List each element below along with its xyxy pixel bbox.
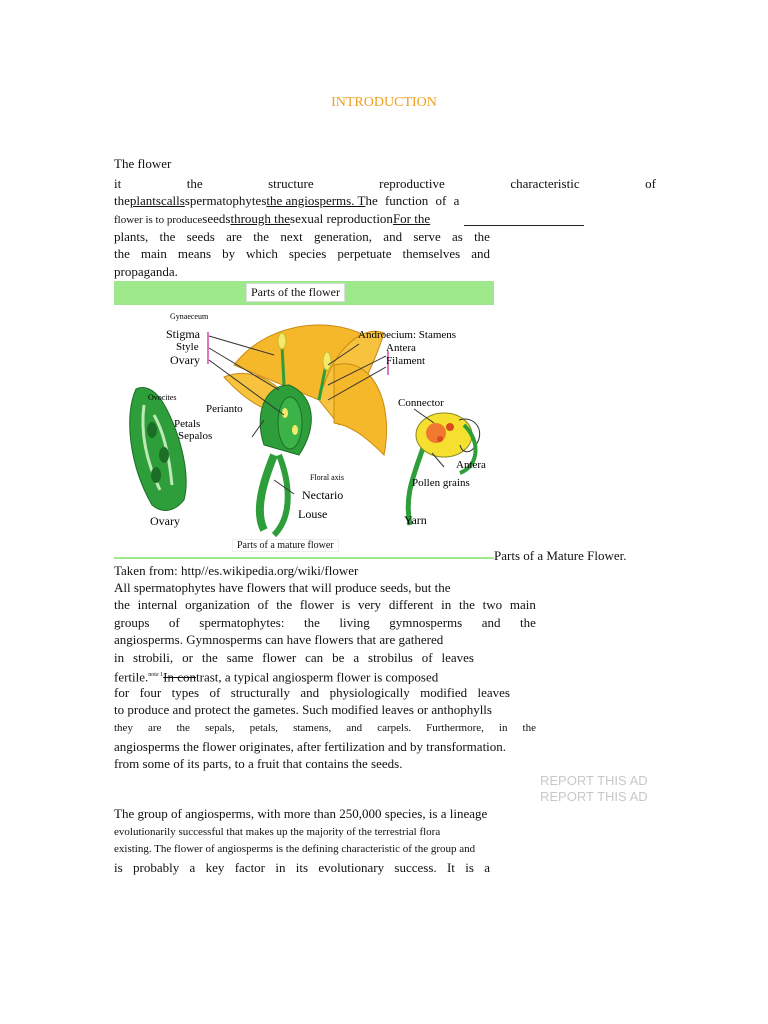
intro-text: he function of a [365, 193, 460, 208]
report-ad-link[interactable]: REPORT THIS AD [540, 773, 648, 788]
label-ovary-bottom: Ovary [150, 514, 180, 528]
para2-word: the [304, 615, 320, 630]
label-ovocites: Ovocites [148, 393, 177, 402]
intro-link: calls [160, 193, 185, 208]
para2-line: from some of its parts, to a fruit that contains the seeds. [114, 756, 403, 771]
para2-word: and [346, 722, 363, 734]
intro-word: seeds [186, 229, 215, 244]
flower-figure [114, 281, 494, 559]
para2-word: spermatophytes: [199, 615, 285, 630]
para2-word: they [114, 722, 133, 734]
para3-word: a [484, 860, 490, 875]
para2-word: flower [299, 597, 334, 612]
para2-word: sepals, [204, 722, 235, 734]
para2-word: be [332, 650, 345, 665]
intro-link: through [230, 211, 271, 226]
para2-word: of [257, 597, 269, 612]
para2-word: very [357, 597, 382, 612]
para2-word: the [176, 722, 190, 734]
intro-word: the [114, 246, 130, 261]
para3-word: a [189, 860, 196, 875]
para2-word: different [388, 597, 434, 612]
intro-word: it [114, 176, 122, 191]
para3-word: in [275, 860, 286, 875]
intro-word: the [253, 229, 270, 244]
intro-word: species [288, 246, 327, 261]
para2-word: Furthermore, [426, 722, 484, 734]
para3-word: evolutionary [318, 860, 385, 875]
para3-word: is [114, 860, 123, 875]
para2-word: the [201, 650, 218, 665]
intro-word: plants, [114, 229, 149, 244]
para2-word: main [509, 597, 536, 612]
ovary-section-drawing [130, 388, 186, 511]
intro-word: perpetuate [337, 246, 392, 261]
intro-word: the [474, 229, 490, 244]
para2-word: or [182, 650, 193, 665]
intro-word: themselves [402, 246, 461, 261]
label-pollen-grains: Pollen grains [412, 477, 470, 489]
para2-word: and [300, 685, 320, 700]
para2-line [114, 685, 510, 701]
underline-rule [464, 225, 584, 226]
para2-word: of [421, 650, 433, 665]
para2-line: angiosperms. Gymnosperms can have flowers that are gathered [114, 632, 444, 647]
intro-word: structure [268, 176, 314, 191]
label-style: Style [176, 341, 199, 353]
para2-word: is [341, 597, 351, 612]
para3-word: is [465, 860, 474, 875]
footnote-marker[interactable]: note 1 [148, 672, 164, 678]
para2-word: carpels. [377, 722, 412, 734]
para2-word: structurally [230, 685, 290, 700]
para2-line [114, 720, 536, 736]
intro-word: and [471, 246, 490, 261]
intro-line-2 [114, 193, 459, 209]
figure-caption: Parts of a Mature Flower. [494, 548, 627, 563]
para2-word: organization [185, 597, 250, 612]
para2-line [114, 650, 474, 666]
para3-line: existing. The flower of angiosperms is the defining characteristic of the group and [114, 843, 476, 855]
label-antera: Antera [386, 342, 416, 354]
intro-line-1 [114, 176, 656, 192]
para2-line: All spermatophytes have flowers that will produce seeds, but the [114, 580, 451, 595]
para3-word: success. [394, 860, 437, 875]
para2-word: the [522, 722, 536, 734]
para2-word: are [147, 722, 162, 734]
intro-word: the [186, 176, 203, 191]
source-citation: Taken from: http//es.wikipedia.org/wiki/flower [114, 563, 359, 578]
para2-word: for [114, 685, 130, 700]
intro-word: of [645, 176, 656, 191]
para2-word: in [498, 722, 508, 734]
para2-word: flower [262, 650, 297, 665]
label-louse: Louse [298, 507, 328, 521]
label-sepalos: Sepalos [178, 430, 213, 442]
para2-word: in [441, 597, 452, 612]
para2-word: petals, [249, 722, 279, 734]
intro-word: means [177, 246, 212, 261]
para2-word: leaves [441, 650, 474, 665]
intro-line-6: propaganda. [114, 264, 178, 279]
label-floral-axis: Floral axis [310, 473, 344, 482]
intro-text: the [114, 193, 130, 208]
intro-word: are [226, 229, 242, 244]
intro-word: as [451, 229, 463, 244]
page-title: INTRODUCTION [331, 95, 437, 110]
intro-word: reproductive [379, 176, 445, 191]
label-yarn: Yarn [404, 513, 427, 527]
para3-line: The group of angiosperms, with more than 250,000 species, is a lineage [114, 806, 488, 821]
intro-word: serve [413, 229, 441, 244]
para2-word: the [114, 597, 130, 612]
para2-word: of [209, 685, 221, 700]
para2-text: fertile. [114, 669, 149, 685]
para2-word: can [305, 650, 324, 665]
para2-word: stamens, [293, 722, 332, 734]
para2-word: of [168, 615, 180, 630]
para2-word: in [114, 650, 125, 665]
intro-link: For the [392, 211, 431, 226]
intro-link: the [270, 211, 291, 226]
para2-word: living [339, 615, 370, 630]
figure-title: Parts of the flower [246, 283, 345, 302]
figure-bottom-rule [114, 557, 494, 559]
para2-word: strobili, [133, 650, 174, 665]
para2-word: internal [137, 597, 178, 612]
intro-word: the [159, 229, 176, 244]
intro-word: next [280, 229, 303, 244]
para2-text: trast, a typical angiosperm flower is composed [196, 669, 439, 685]
label-androecium: Androecium: Stamens [358, 329, 457, 341]
para2-line [114, 667, 438, 685]
intro-word: which [246, 246, 278, 261]
para2-line: angiosperms the flower originates, after fertilization and by transformation. [114, 739, 507, 754]
intro-word: and [383, 229, 403, 244]
label-filament: Filament [386, 355, 426, 367]
label-nectario: Nectario [302, 488, 344, 502]
figure-footer: Parts of a mature flower [232, 539, 339, 552]
label-ovary-top: Ovary [170, 353, 200, 367]
para2-word: types [171, 685, 200, 700]
para2-word: the [458, 597, 475, 612]
para2-word: the [520, 615, 536, 630]
intro-word: main [140, 246, 167, 261]
para3-word: key [205, 860, 225, 875]
intro-line-4 [114, 229, 490, 245]
para2-word: two [482, 597, 503, 612]
intro-word: by [222, 246, 236, 261]
intro-text: seeds [202, 211, 231, 226]
para3-word: its [295, 860, 309, 875]
para2-line [114, 615, 536, 631]
para3-line: evolutionarily successful that makes up the majority of the terrestrial flora [114, 826, 441, 838]
para2-word: physiologically [329, 685, 410, 700]
intro-text: spermatophytes [184, 193, 267, 208]
para2-line [114, 597, 536, 613]
intro-text-small: flower is to produce [114, 214, 203, 226]
para2-word: gymnosperms [389, 615, 463, 630]
label-antera-detail: Antera [456, 459, 486, 471]
label-stigma: Stigma [166, 327, 201, 341]
label-perianto: Perianto [206, 403, 243, 415]
intro-label: The flower [114, 156, 172, 171]
para2-word: groups [114, 615, 150, 630]
intro-line-5 [114, 246, 490, 262]
label-connector: Connector [398, 397, 444, 409]
para3-word: factor [234, 860, 266, 875]
intro-line-3 [114, 211, 430, 228]
intro-word: generation, [313, 229, 373, 244]
para2-word: the [276, 597, 293, 612]
label-petals: Petals [174, 418, 201, 430]
struck-text: In con [163, 669, 196, 685]
para3-line [114, 860, 490, 876]
para2-word: modified [420, 685, 468, 700]
intro-link: plants [129, 193, 161, 208]
intro-word: characteristic [510, 176, 580, 191]
flower-petals-drawing [224, 325, 387, 535]
para3-word: It [446, 860, 455, 875]
para2-word: leaves [477, 685, 510, 700]
para2-line: to produce and protect the gametes. Such modified leaves or anthophylls [114, 702, 492, 717]
intro-link: the angiosperms. T [266, 193, 366, 208]
para2-word: four [139, 685, 162, 700]
para2-word: and [481, 615, 501, 630]
para2-word: strobilus [368, 650, 413, 665]
label-gynaeceum: Gynaeceum [170, 312, 209, 321]
para2-word: a [353, 650, 360, 665]
para3-word: probably [132, 860, 180, 875]
para2-word: same [226, 650, 254, 665]
intro-text: sexual reproduction [290, 211, 393, 226]
report-ad-link[interactable]: REPORT THIS AD [540, 789, 648, 804]
